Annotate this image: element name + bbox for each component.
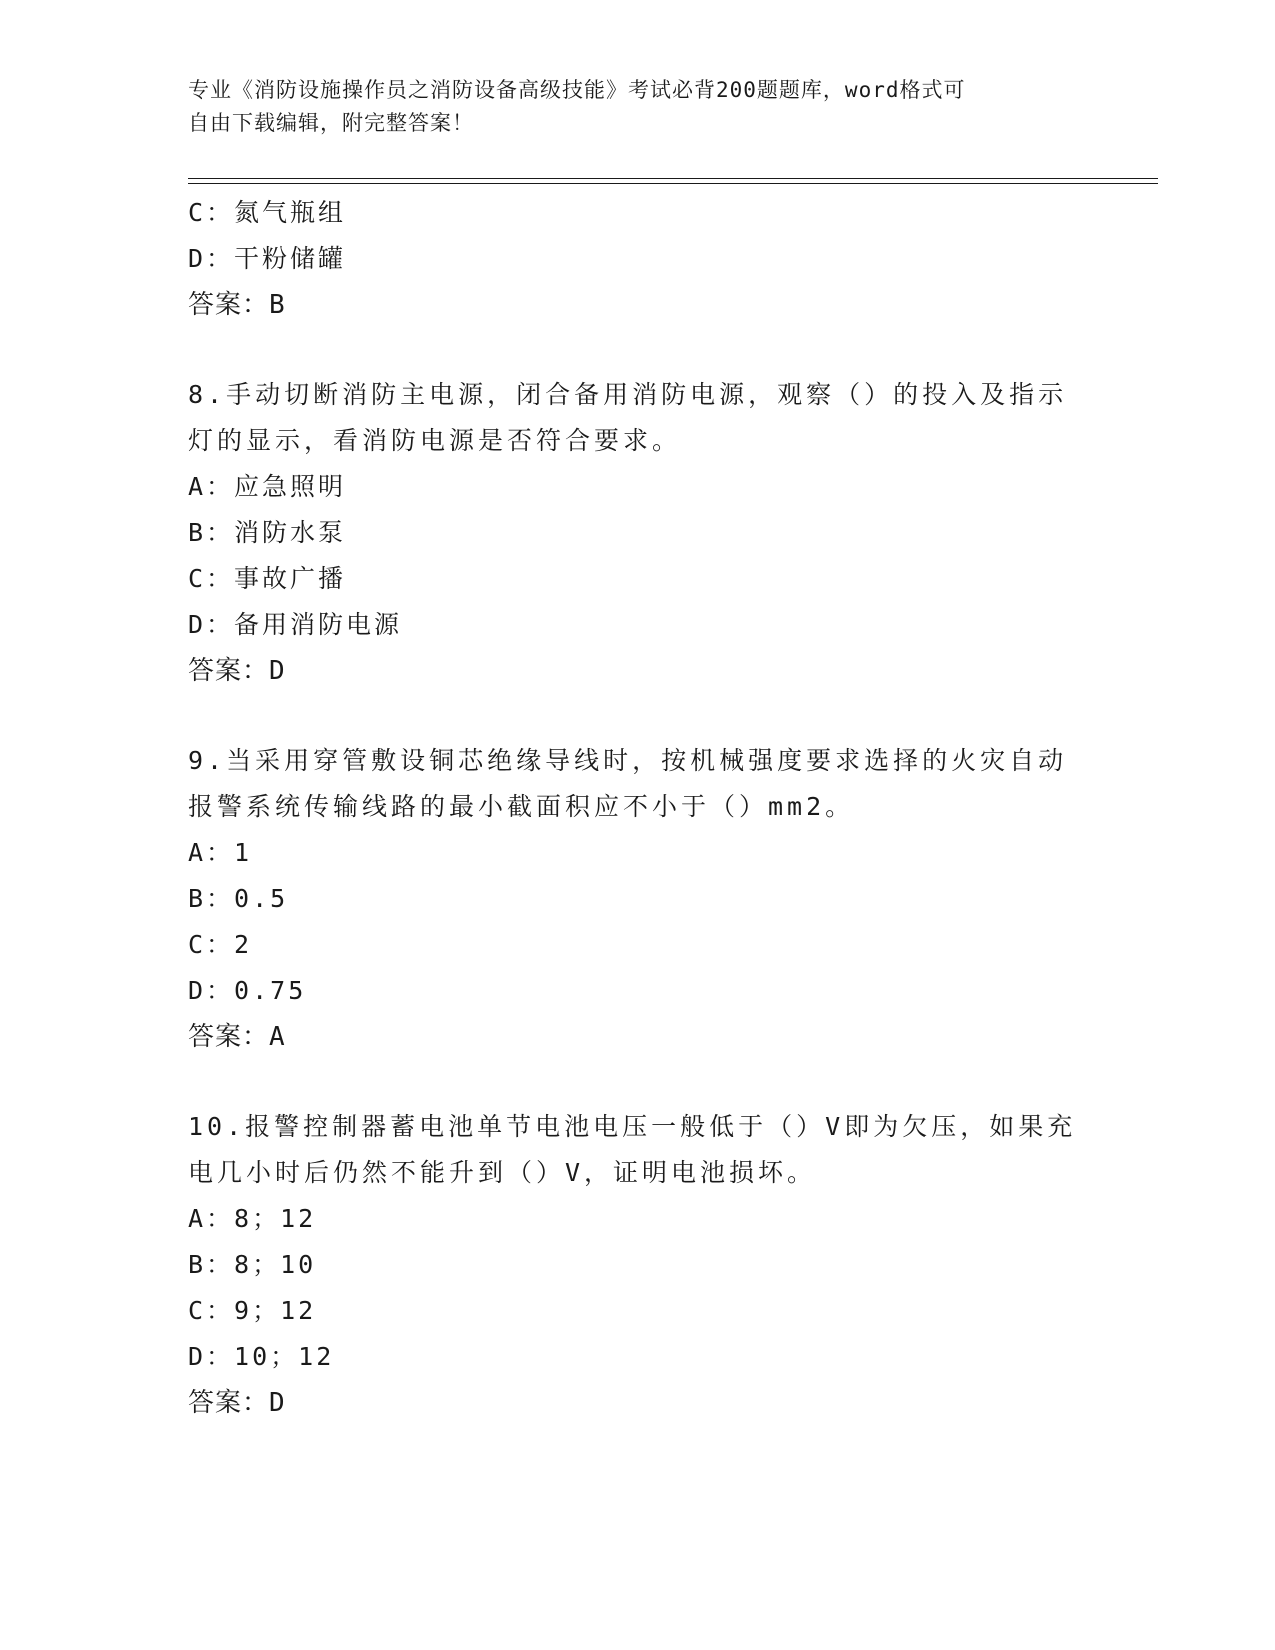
option-d: D：0.75 [188,976,307,1005]
option-a: A：1 [188,838,253,867]
option-c: C：9；12 [188,1296,317,1325]
option-a: A：应急照明 [188,472,347,501]
question-text [188,1104,1088,1196]
option-b: B：0.5 [188,884,289,913]
question-text-line: 8.手动切断消防主电源，闭合备用消防电源，观察（）的投入及指示 [188,380,1068,409]
header-line-1: 专业《消防设施操作员之消防设备高级技能》考试必背200题题库，word格式可 [188,78,966,102]
question-list [188,190,1088,1426]
question-text-line: 10.报警控制器蓄电池单节电池电压一般低于（）V即为欠压，如果充 [188,1112,1077,1141]
question-10 [188,1104,1088,1426]
question-text [188,738,1088,830]
option-c: C：2 [188,930,253,959]
question-8 [188,372,1088,694]
option-d: D：备用消防电源 [188,610,403,639]
question-text-line: 报警系统传输线路的最小截面积应不小于（）mm2。 [188,792,855,821]
option-b: B：消防水泵 [188,518,347,547]
question-7 [188,190,1088,328]
option-a: A：8；12 [188,1204,317,1233]
question-text-line: 灯的显示，看消防电源是否符合要求。 [188,426,682,455]
option-c: C：事故广播 [188,564,347,593]
answer: 答案：D [188,1388,286,1418]
option-d: D：干粉储罐 [188,244,347,273]
question-text-line: 电几小时后仍然不能升到（）V，证明电池损坏。 [188,1158,817,1187]
document-header [188,74,1068,140]
question-text-line: 9.当采用穿管敷设铜芯绝缘导线时，按机械强度要求选择的火灾自动 [188,746,1068,775]
question-text [188,372,1088,464]
option-c: C：氮气瓶组 [188,198,347,227]
header-line-2: 自由下载编辑，附完整答案！ [188,111,474,135]
answer: 答案：D [188,656,286,686]
question-9 [188,738,1088,1060]
option-d: D：10；12 [188,1342,335,1371]
answer: 答案：A [188,1022,286,1052]
header-divider-top [188,178,1158,179]
header-divider-bottom [188,183,1158,184]
option-b: B：8；10 [188,1250,317,1279]
answer: 答案：B [188,290,286,320]
